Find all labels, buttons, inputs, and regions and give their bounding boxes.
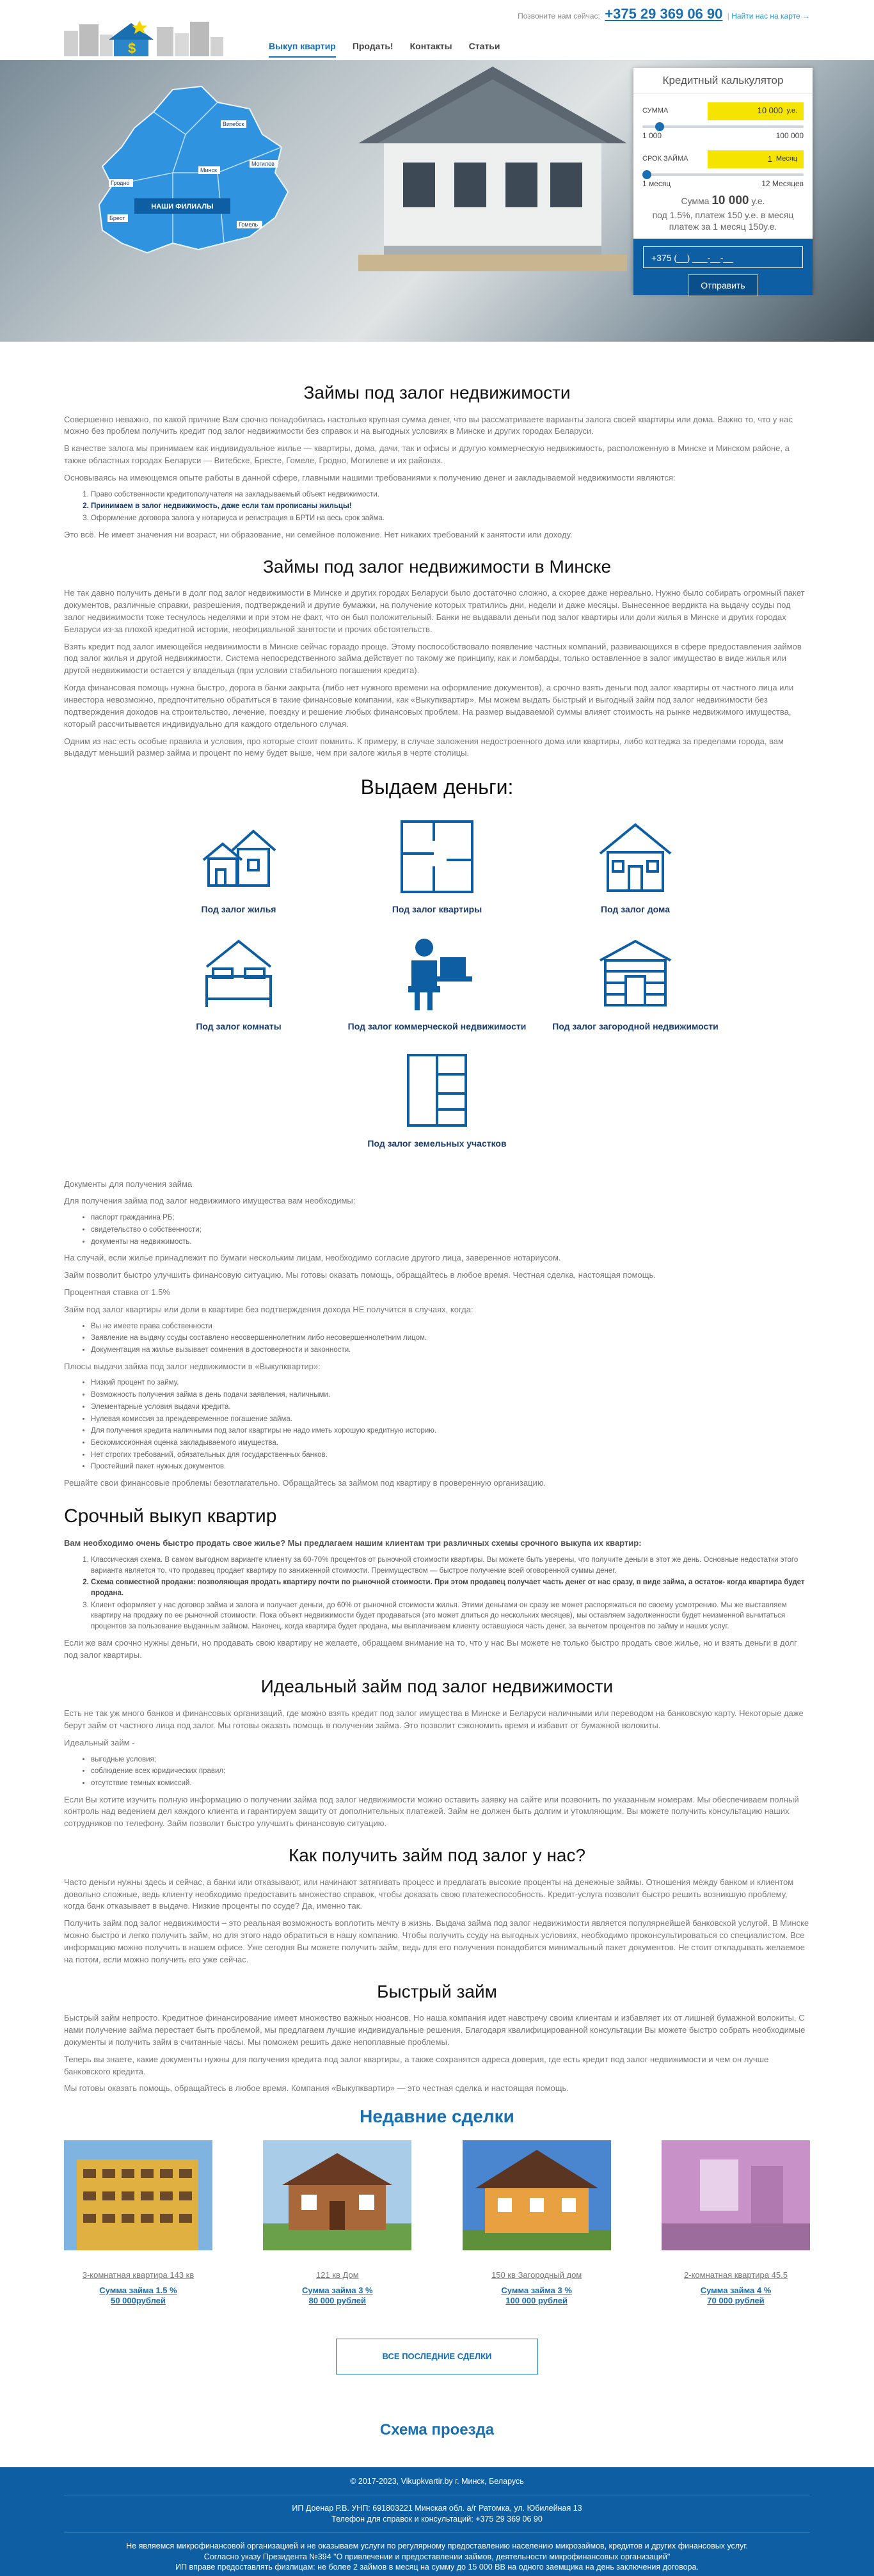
loan-type-land[interactable] xyxy=(338,1049,536,1149)
section-title: Идеальный займ под залог недвижимости xyxy=(260,1676,614,1697)
map-city-mogilev[interactable]: Могилев xyxy=(251,161,274,167)
list-item: 2. Схема совместной продажи: позволяющая продать квартиру почти по рыночной стоимости. При этом продавец получает часть денег от нас сразу, в виде займа, а остаток- когда квартира будет продана. xyxy=(91,1577,810,1598)
list-item: • паспорт гражданина РБ; xyxy=(91,1212,810,1223)
deal-summary[interactable] xyxy=(662,2286,810,2307)
list-item: • Вы не имеете права собственности xyxy=(91,1321,810,1332)
country-house-icon xyxy=(594,932,677,1015)
paragraph: Вам необходимо очень быстро продать свое жилье? Мы предлагаем нашим клиентам три различных схемы срочного выкупа их квартир: xyxy=(64,1538,642,1548)
list-item: • Низкий процент по займу. xyxy=(91,1378,810,1388)
footer-phone-line xyxy=(0,2514,874,2525)
footer-phone-label: Телефон для справок и консультаций: xyxy=(331,2514,473,2524)
loan-type-room[interactable] xyxy=(139,932,338,1032)
loan-type-housing[interactable] xyxy=(139,815,338,916)
paragraph: Идеальный займ - xyxy=(64,1737,135,1747)
paragraph: Часто деньги нужны здесь и сейчас, а банки или отказывают, или начинают затягивать процесс и предлагать высокие проценты на денежные займы. Отношения между банком и клиентом довольно сложные, ведь клиенту необходимо предоставить множество справок, чтобы доказать свою платежеспособность. Кредит-услуга позволит быстро решить возникшую проблему, когда банк отказывает в выдаче. Низкие проценты по ссуде? Да, именно так. xyxy=(64,1877,794,1911)
list-item: • свидетельство о собственности; xyxy=(91,1225,810,1236)
list-item: 3. Оформление договора залога у нотариуса и регистрация в БРТИ на весь срок займа. xyxy=(91,513,810,524)
map-city-grodno[interactable]: Гродно xyxy=(111,180,130,186)
footer-divider xyxy=(64,2532,810,2533)
deal-photo-country-house xyxy=(463,2140,611,2250)
office-worker-icon xyxy=(395,932,479,1015)
footer-company: ИП Доенар Р.В. УНП: 691803221 Минская обл. а/г Ратомка, ул. Юбилейная 13 xyxy=(292,2503,582,2513)
paragraph: Основываясь на имеющемся опыте работы в данной сфере, главными нашими требованиями к получению денег и закладываемой недвижимости являются: xyxy=(64,472,676,482)
term-slider[interactable] xyxy=(642,173,804,176)
belarus-branches-map[interactable] xyxy=(90,83,294,275)
header-phone-link[interactable]: +375 29 369 06 90 xyxy=(605,6,723,22)
footer-disclaimer: Согласно указу Президента №394 "О привлечении и предоставлении займов, деятельности микрофинансовых организаций" xyxy=(203,2552,671,2561)
deal-summary[interactable] xyxy=(263,2286,411,2307)
deal-rate: Сумма займа 1.5 % xyxy=(99,2285,177,2295)
paragraph: Решайте свои финансовые проблемы безотлагательно. Обращайтесь за займом под квартиру в проверенную организацию. xyxy=(64,1477,546,1488)
deal-title[interactable]: 121 кв Дом xyxy=(316,2270,359,2280)
paragraph: Мы готовы оказать помощь, обращайтесь в любое время. Компания «Выкупквартир» — это честная сделка и настоящая помощь. xyxy=(64,2083,569,2094)
footer xyxy=(0,2467,874,2576)
loan-types-grid xyxy=(64,815,810,1166)
map-city-vitebsk[interactable]: Витебск xyxy=(223,121,244,127)
top-contact-bar: Позвоните нам сейчас: +375 29 369 06 90 | Найти нас на карте → xyxy=(518,6,810,22)
deal-title[interactable]: 3-комнатная квартира 143 кв xyxy=(82,2270,195,2280)
documents-list xyxy=(91,1212,810,1247)
credit-calculator xyxy=(633,68,813,292)
loan-type-caption: Под залог коммерческой недвижимости xyxy=(347,1021,527,1032)
sum-slider-handle[interactable] xyxy=(655,122,664,131)
phone-input[interactable]: +375 (__) ___-__-__ xyxy=(643,246,803,268)
paragraph: Если же вам срочно нужны деньги, но продавать свою квартиру не желаете, обращаем внимание на то, что у нас Вы можете не только быстро продать свое жилье, но и взять деньги в долг под залог квартиры. xyxy=(64,1637,797,1660)
map-link[interactable]: Найти нас на карте → xyxy=(731,12,810,20)
list-item: • выгодные условия; xyxy=(91,1754,810,1765)
paragraph: Плюсы выдачи займа под залог недвижимости в «Выкупквартир»: xyxy=(64,1361,321,1371)
paragraph: Взять кредит под залог имеющейся недвижимости в Минске сейчас гораздо проще. Этому поспособствовало появление частных компаний, развивающихся в сфере предоставления займов под залог жилья и другой недвижимости. Система непосредственного займа действует по такому же принципу, как и ломбарды, только оставленное в залог имущество в виде жилья или другой недвижимости остается у владельца (при условии стабильного погашения кредита). xyxy=(64,641,802,676)
paragraph: Для получения займа под залог недвижимого имущества вам необходимы: xyxy=(64,1196,356,1206)
nav-buyout[interactable]: Выкуп квартир xyxy=(269,40,336,58)
refusal-cases-list xyxy=(91,1321,810,1356)
section-title: Займы под залог недвижимости в Минске xyxy=(262,556,612,576)
deal-amount: 100 000 рублей xyxy=(505,2296,568,2306)
section-title: Быстрый займ xyxy=(377,1981,497,2001)
footer-copyright: © 2017-2023, Vikupkvartir.by г. Минск, Беларусь xyxy=(350,2477,524,2486)
deal-card[interactable] xyxy=(64,2140,212,2307)
calculator-title: Кредитный калькулятор xyxy=(633,68,813,93)
sum-slider[interactable] xyxy=(642,125,804,128)
section-title: Выдаем деньги: xyxy=(360,775,514,799)
deal-summary[interactable] xyxy=(463,2286,611,2307)
ideal-loan-list xyxy=(91,1754,810,1789)
list-item: • документы на недвижимость. xyxy=(91,1237,810,1248)
calculator-form xyxy=(633,239,813,295)
house-model-image xyxy=(358,60,627,271)
deal-rate: Сумма займа 3 % xyxy=(501,2285,572,2295)
deal-summary[interactable] xyxy=(64,2286,212,2307)
loan-type-caption: Под залог земельных участков xyxy=(367,1138,507,1149)
main-content xyxy=(64,342,810,2442)
term-unit: Месяц xyxy=(775,155,797,163)
term-range xyxy=(633,176,813,189)
loan-type-caption: Под залог квартиры xyxy=(392,904,482,915)
paragraph: Есть не так уж много банков и финансовых организаций, где можно взять кредит под залог имущества в Минске и Беларуси наличными или переводом на банковскую карту. Некоторые даже берут займ от частного лица под залог. Мы готовы оказать помощь в получении займа. Это позволит сэкономить время и избавит от бумажной волокиты. xyxy=(64,1708,804,1730)
map-city-minsk[interactable]: Минск xyxy=(200,167,217,173)
land-plot-icon xyxy=(395,1049,479,1132)
footer-phone-link[interactable]: +375 29 369 06 90 xyxy=(475,2514,543,2524)
paragraph: Совершенно неважно, по какой причине Вам срочно понадобилась настолько крупная сумма денег, что вы рассматриваете варианты залога своей квартиры или дома. Важно то, что у нас можно без проблем получить кредит под залог недвижимости без справок и на выгодных условиях в Минске и других городах Беларуси. xyxy=(64,414,793,436)
term-max: 12 Месяцев xyxy=(761,179,804,189)
paragraph: Документы для получения займа xyxy=(64,1179,193,1189)
deal-card[interactable] xyxy=(662,2140,810,2307)
sum-value: 10 000 xyxy=(757,106,783,116)
paragraph: На случай, если жилье принадлежит по бумаги нескольким лицам, необходимо согласие другого лица, заверенное нотариусом. xyxy=(64,1253,561,1263)
branches-label: НАШИ ФИЛИАЛЫ xyxy=(151,203,214,211)
deal-amount: 70 000 рублей xyxy=(707,2296,765,2306)
loan-type-country[interactable] xyxy=(536,932,735,1032)
recent-deals-title: Недавние сделки xyxy=(360,2106,514,2127)
footer-disclaimer: ИП вправе предоставлять физлицам: не более 2 займов в месяц на сумму до 15 000 BB на одного заемщика на день заключения договора. xyxy=(175,2563,699,2572)
loan-type-caption: Под залог жилья xyxy=(201,904,276,915)
deal-rate: Сумма займа 4 % xyxy=(700,2285,772,2295)
loan-type-apartment[interactable] xyxy=(338,815,536,916)
deal-rate: Сумма займа 3 % xyxy=(302,2285,373,2295)
paragraph: Быстрый займ непросто. Кредитное финансирование имеет множество важных нюансов. Но наша компания идет навстречу своим клиентам и избавляет их от лишней бумажной волокиты. С нами получение займа перестает быть проблемой, мы предлагаем лучшие индивидуальные решения. Благодаря квалифицированной консультации Вы можете быстро собрать необходимые документы и получить займ в считанные часы. Мы поможем решить даже непоплавные проблемы. xyxy=(64,2013,806,2047)
list-item: • Для получения кредита наличными под залог квартиры не надо иметь хорошую кредитную историю. xyxy=(91,1426,810,1436)
section-title: Займы под залог недвижимости xyxy=(303,383,571,402)
deal-photo-apartment-interior xyxy=(662,2140,810,2250)
list-item: • Нулевая комиссия за преждевременное погашение займа. xyxy=(91,1414,810,1425)
calculation-result xyxy=(633,193,813,232)
site-logo[interactable] xyxy=(64,18,224,58)
map-city-brest[interactable]: Брест xyxy=(109,215,125,221)
list-item: • Бескомиссионная оценка закладываемого имущества. xyxy=(91,1438,810,1449)
deal-photo-apartment-building xyxy=(64,2140,212,2250)
list-item: • соблюдение всех юридических правил; xyxy=(91,1766,810,1777)
list-item: 1. Классическая схема. В самом выгодном варианте клиенту за 60-70% процентов от рыночной стоимости квартиры. Вы можете быть уверены, что получите деньги в этот же день. Основные недостатки этого варианта является то, что продавец продает квартиру по заниженной стоимости. Преимуществом — быстрое получение всей оговоренной суммы денег. xyxy=(91,1555,810,1576)
paragraph: Займ под залог квартиры или доли в квартире без подтверждения дохода НЕ получится в случаях, когда: xyxy=(64,1304,473,1314)
directions-title: Схема проезда xyxy=(379,2421,495,2439)
deal-amount: 80 000 рублей xyxy=(308,2296,367,2306)
deal-title[interactable]: 2-комнатная квартира 45.5 xyxy=(684,2270,788,2280)
term-label: СРОК ЗАЙМА xyxy=(642,155,688,163)
deal-photo-wooden-house xyxy=(263,2140,411,2250)
list-item: • Документация на жилье вызывает сомнения в достоверности и законности. xyxy=(91,1345,810,1356)
paragraph: Получить займ под залог недвижимости – это реальная возможность воплотить мечту в жизнь. Выдача займа под залог недвижимости является популярнейшей банковской услугой. В Минске можно быстро и легко получить займ, но для этого надо обратиться в нашу компанию. Чтобы получить ссуду на выгодных условиях, необходимо проконсультироваться со специалистом. Все информацию можно получить в нашем офисе. Уже сегодня Вы можете получить займ, ведь для его получения понадобится минимальный пакет документов. Не стоит откладывать желаемое на потом, если можно получить его уже сейчас. xyxy=(64,1918,809,1964)
result-unit: у.е. xyxy=(751,196,765,207)
advantages-list xyxy=(91,1378,810,1472)
paragraph: Это всё. Не имеет значения ни возраст, ни образование, ни семейное положение. Нет никаких требований к занятости или доходу. xyxy=(64,529,573,539)
term-min: 1 месяц xyxy=(642,179,671,189)
paragraph: Когда финансовая помощь нужна быстро, дорога в банки закрыта (либо нет нужного времени на оформление документов), а срочно взять деньги под залог квартиры от частного лица или инвестора невозможно, предпочтительно обратиться в такие финансовые компании, как «Выкупквартир». Мы можем выдать быстрый и выгодный займ под залог недвижимости без подтверждения доходов на строительство, лечение, поездку и решение любых финансовых проблем. На размер выдаваемой суммы влияет стоимость на рынке недвижимого имущества, который рассчитывается индивидуально для каждого отдельного случая. xyxy=(64,683,794,729)
term-input[interactable] xyxy=(708,150,804,168)
term-row xyxy=(633,150,813,168)
deal-amount: 50 000рублей xyxy=(111,2296,166,2306)
list-item: • отсутствие темных комиссий. xyxy=(91,1778,810,1789)
paragraph: Одним из нас есть особые правила и условия, про которые стоит помнить. К примеру, в случае заложения недостроенного дома или квартиры, либо коттеджа за пределами города, вам выдадут меньший размер займа и процент по нему будет выше, чем при залоге жилья в черте столицы. xyxy=(64,736,784,758)
list-item: 3. Клиент оформляет у нас договор займа и залога и получает деньги, до 60% от рыночной стоимости жилья. Этими деньгами он сразу же может распоряжаться по своему усмотрению. Мы же выставляем квартиру на продажу по ее рыночной стоимости. Пока объект недвижимости будет продаваться (это может длиться до нескольких месяцев), мы оставляем задолженности будет неизменной вычитаться процентов за пользование выданным займом. Наконец, когда квартира будет продана, мы выплачиваем клиенту оставшуюся часть денег, за вычетом процентов по займу и наших услуг. xyxy=(91,1600,810,1632)
requirements-list xyxy=(91,489,810,524)
sum-row xyxy=(633,102,813,120)
sum-input[interactable] xyxy=(708,102,804,120)
list-item: • Нет строгих требований, обязательных для государственных банков. xyxy=(91,1450,810,1461)
loan-type-caption: Под залог комнаты xyxy=(196,1021,282,1032)
loan-type-house[interactable] xyxy=(536,815,735,916)
paragraph: В качестве залога мы принимаем как индивидуальное жилье — квартиры, дома, дачи, так и офисы и другую коммерческую недвижимость, расположенную в Минске и Минском районе, а также областных городах Беларуси — Витебске, Бресте, Гомеле, Гродно, Могилеве и их районах. xyxy=(64,443,790,466)
list-item: 2. Принимаем в залог недвижимость, даже если там прописаны жильцы! xyxy=(91,501,810,512)
paragraph: Теперь вы знаете, какие документы нужны для получения кредита под залог квартиры, а также сохранятся адреса доверия, где есть кредит под залог недвижимости и чем он лучше банковского кредита. xyxy=(64,2054,769,2076)
floor-plan-icon xyxy=(395,815,479,898)
buyout-schemes-list xyxy=(91,1555,810,1632)
result-value: 10 000 xyxy=(711,194,749,208)
result-line-payment: платеж за 1 месяц 150у.е. xyxy=(669,221,777,232)
sum-unit: у.е. xyxy=(786,106,797,115)
houses-icon xyxy=(197,815,280,898)
bedroom-icon xyxy=(197,932,280,1015)
paragraph: Не так давно получить деньги в долг под залог недвижимости в Минске и других городах Беларуси было достаточно сложно, а скорее даже нереально. Нужно было собирать огромный пакет документов, различные справки, разрешения, подтверждений и другие бумажки, на получение которых тратились дни, недели и даже месяцы. Вынесенное вердикта на выдачу ссуды под залог недвижимости тоже теснулось неделями и при этом не факт, что он был положительный. Банки не выдавали деньги под залог квартиры или доли жилья в Минске и других городах Беларуси из-за плохой кредитной истории, неофициальной занятости и прочих обстоятельств. xyxy=(64,588,805,634)
section-title: Срочный выкуп квартир xyxy=(64,1505,277,1527)
header xyxy=(0,0,874,60)
section-title: Как получить займ под залог у нас? xyxy=(288,1845,586,1866)
nav-sell[interactable]: Продать! xyxy=(352,41,393,51)
house-icon xyxy=(594,815,677,898)
sum-min: 1 000 xyxy=(642,131,662,140)
loan-type-commercial[interactable] xyxy=(338,932,536,1032)
nav-articles[interactable]: Статьи xyxy=(468,41,500,51)
list-item: 1. Право собственности кредитополучателя на закладываемый объект недвижимости. xyxy=(91,489,810,500)
list-item: • Простейший пакет нужных документов. xyxy=(91,1461,810,1472)
result-line-rate: под 1.5%, платеж 150 у.е. в месяц xyxy=(652,210,794,221)
loan-type-caption: Под залог загородной недвижимости xyxy=(552,1021,719,1032)
hero-banner xyxy=(0,60,874,342)
sum-max: 100 000 xyxy=(775,131,804,140)
deal-card[interactable] xyxy=(263,2140,411,2307)
sum-label: СУММА xyxy=(642,106,669,115)
send-button[interactable]: Отправить xyxy=(688,274,758,296)
paragraph: Процентная ставка от 1.5% xyxy=(64,1287,170,1297)
main-nav xyxy=(269,40,500,58)
paragraph: Займ позволит быстро улучшить финансовую ситуацию. Мы готовы оказать помощь, обращайтесь в любое время. Честная сделка, настоящая помощь. xyxy=(64,1270,656,1280)
footer-disclaimer: Не являемся микрофинансовой организацией и не оказываем услуги по регулярному предоставлению населению микрозаймов, кредитов и других финансовых услуг. xyxy=(126,2541,748,2550)
term-value: 1 xyxy=(767,154,772,164)
all-deals-button[interactable]: ВСЕ ПОСЛЕДНИЕ СДЕЛКИ xyxy=(336,2339,538,2374)
list-item: • Заявление на выдачу ссуды составлено несовершеннолетним либо несовершеннолетним лицом. xyxy=(91,1333,810,1344)
deal-card[interactable] xyxy=(463,2140,611,2307)
deal-title[interactable]: 150 кв Загородный дом xyxy=(491,2270,582,2280)
call-text: Позвоните нам сейчас: xyxy=(518,12,600,20)
list-item: • Возможность получения займа в день подачи заявления, наличными. xyxy=(91,1390,810,1401)
svg-text:$: $ xyxy=(128,40,136,56)
term-slider-handle[interactable] xyxy=(642,170,651,179)
map-city-gomel[interactable]: Гомель xyxy=(239,221,258,228)
nav-contacts[interactable]: Контакты xyxy=(409,41,452,51)
loan-type-caption: Под залог дома xyxy=(601,904,670,915)
recent-deals xyxy=(64,2140,810,2307)
result-prefix: Сумма xyxy=(681,196,710,207)
paragraph: Если Вы хотите изучить полную информацию о получении займа под залог недвижимости можно оставить заявку на сайте или позвонить по указанным номерам. Мы обеспечиваем полный контроль над ведением дел каждого клиента и гарантируем защиту от дополнительных платежей. Займ не должен быть долгим и утомляющим. Вы можете получить консультацию наших сотрудников по телефону. Займ позволит быстро улучшить финансовую ситуацию. xyxy=(64,1794,799,1829)
list-item: • Элементарные условия выдачи кредита. xyxy=(91,1402,810,1413)
